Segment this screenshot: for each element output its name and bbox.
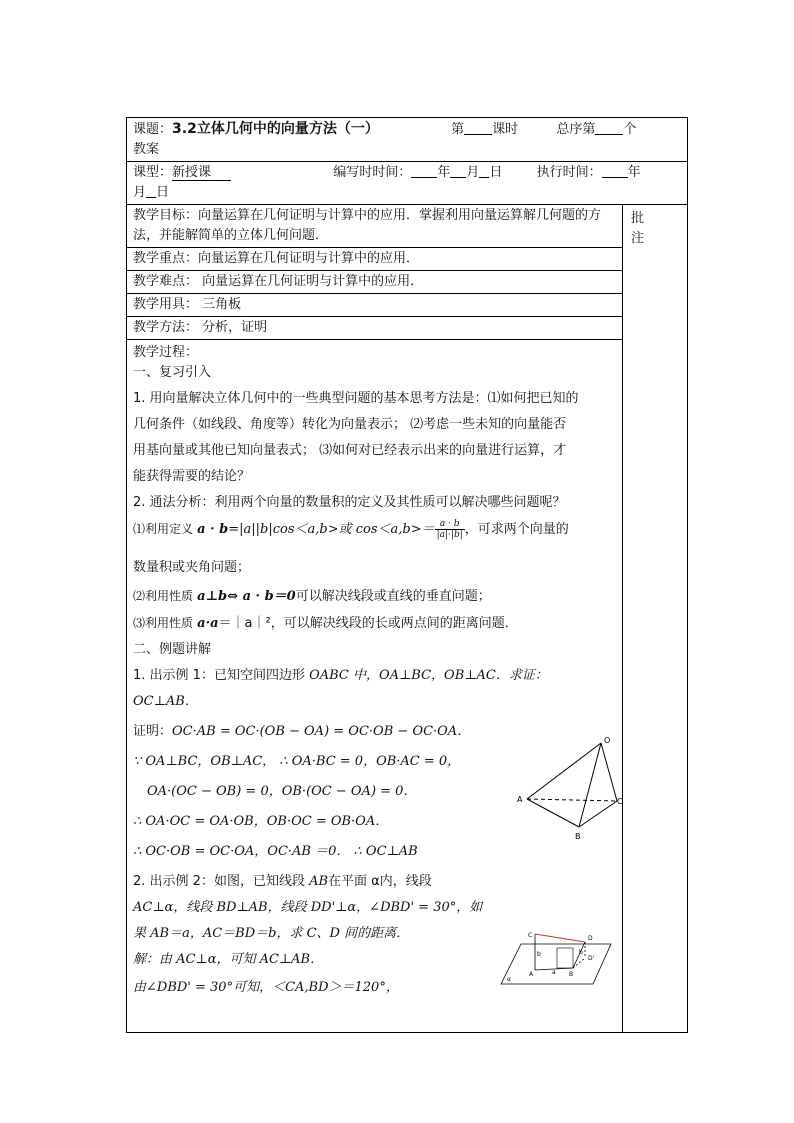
para-4	[133, 586, 616, 607]
title-prefix: 课题：	[133, 122, 173, 137]
example-2	[133, 872, 616, 892]
compile-year-label: 年	[437, 165, 451, 180]
proof-line-4: ∴ OA·OC = OA·OB，OB·OC = OB·OA．	[133, 814, 389, 829]
type-value: 新授课	[172, 165, 231, 181]
teaching-tools: 教学用具： 三角板	[127, 294, 623, 317]
teaching-key: 教学重点：向量运算在几何证明与计算中的应用．	[127, 248, 623, 271]
plan-label: 教案	[133, 142, 160, 157]
example-1-goal: OC⊥AB．	[133, 694, 198, 709]
fig2-label-b1: b	[537, 951, 541, 958]
header-row	[127, 118, 688, 162]
type-label: 课型：	[133, 165, 173, 180]
para-3-tail: ，可求两个向量的	[464, 522, 569, 537]
lesson-plan-table	[126, 117, 688, 1033]
fig1-label-b: B	[575, 832, 581, 841]
para-3-dot: a · b	[197, 522, 229, 537]
fig2-label-a-len: a	[552, 969, 556, 976]
fig2-label-alpha: α	[507, 976, 511, 983]
example-2-segment: AB	[309, 874, 329, 889]
fraction-denominator: |a|·|b|	[436, 530, 463, 540]
solution-2: 由∠DBD' = 30°可知，＜CA,BD＞＝120°，	[133, 980, 399, 995]
example-1-cond: 中，OA⊥BC，OB⊥AC．求证：	[353, 668, 548, 683]
fig2-label-dprime: D'	[588, 955, 595, 962]
fraction-numerator: a · b	[435, 519, 465, 530]
compile-day-label: 日	[489, 165, 503, 180]
plane-figure	[497, 928, 617, 990]
para-3	[133, 519, 616, 540]
para-1c: 用基向量或其他已知向量表式； ⑶如何对已经表示出来的向量进行运算，才	[133, 443, 567, 458]
difficulty-row	[127, 271, 688, 294]
fig2-label-b: B	[569, 971, 574, 978]
proof-step-1: OC·AB = OC·(OB − OA) = OC·OB − OC·OA．	[172, 724, 471, 739]
example-2-cond: AC⊥α，线段 BD⊥AB，线段 DD'⊥α，∠DBD' = 30°，如	[133, 900, 483, 915]
lesson-unit: 课时	[492, 122, 519, 137]
example-2-plane: 在平面 α内，线段	[328, 874, 432, 889]
exec-month-label: 月	[133, 185, 147, 200]
sequence-unit: 个	[623, 122, 637, 137]
teaching-difficulty: 教学难点： 向量运算在几何证明与计算中的应用．	[127, 271, 623, 294]
fig1-label-a: A	[517, 795, 523, 804]
compile-day-blank[interactable]	[479, 163, 489, 178]
para-5-formula: a·a	[197, 616, 219, 631]
example-1-lead: 1. 出示例 1：已知空间四边形	[133, 668, 305, 683]
proof-label: 证明：	[133, 724, 173, 739]
para-1a: 1. 用向量解决立体几何中的一些典型问题的基本思考方法是：⑴如何把已知的	[133, 391, 579, 406]
method-row	[127, 317, 688, 340]
para-1d: 能获得需要的结论？	[133, 469, 251, 484]
exec-year-label: 年	[627, 165, 641, 180]
fig2-label-a: A	[529, 971, 534, 978]
para-4-lead: ⑵利用性质	[133, 589, 194, 603]
meta-row	[127, 162, 688, 205]
goal-row	[127, 205, 688, 248]
para-1b: 几何条件（如线段、角度等）转化为向量表示； ⑵考虑一些未知的向量能否	[133, 417, 567, 432]
fig2-label-c: C	[528, 932, 533, 939]
compile-month-label: 月	[466, 165, 480, 180]
para-3e: 数量积或夹角问题；	[133, 560, 251, 575]
exec-year-blank[interactable]	[602, 163, 628, 178]
para-3-lead: ⑴利用定义	[133, 522, 194, 536]
key-row	[127, 248, 688, 271]
solution-1: 解：由 AC⊥α，可知 AC⊥AB．	[133, 952, 324, 967]
fig1-label-c: C	[617, 797, 623, 806]
exec-day-label: 日	[156, 185, 170, 200]
para-2: 2. 通法分析：利用两个向量的数量积的定义及其性质可以解决哪些问题呢？	[133, 495, 566, 510]
exec-day-blank[interactable]	[146, 183, 156, 198]
para-3-formula: =|a||b|cos＜a,b>或 cos＜a,b>＝	[228, 522, 435, 537]
proof-line-3: OA·(OC − OB) = 0，OB·(OC − OA) = 0．	[147, 784, 417, 799]
annotation-column	[623, 205, 688, 1033]
fig2-label-d: D	[588, 935, 593, 942]
fig1-label-o: O	[604, 736, 611, 745]
para-5	[133, 613, 616, 634]
para-5-tail: ＝｜a｜²，可以解决线段的长或两点间的距离问题．	[218, 616, 518, 631]
proof-line-5: ∴ OC·OB = OC·OA，OC·AB ＝0． ∴ OC⊥AB	[133, 844, 418, 859]
para-5-lead: ⑶利用性质	[133, 616, 194, 630]
example-1	[133, 666, 616, 686]
cos-fraction	[435, 519, 465, 540]
example-2-ask: 果 AB＝a，AC＝BD＝b，求 C、D 间的距离．	[133, 926, 410, 941]
lesson-title: 3.2立体几何中的向量方法（一）	[172, 121, 379, 137]
para-4-tail: 可以解决线段或直线的垂直问题；	[295, 589, 491, 604]
sequence-label: 总序第	[556, 122, 596, 137]
sequence-blank[interactable]	[595, 120, 623, 135]
tools-row	[127, 294, 688, 317]
compile-month-blank[interactable]	[450, 163, 466, 178]
lesson-count-blank[interactable]	[464, 120, 492, 135]
exec-label: 执行时间：	[536, 165, 602, 180]
section-examples: 二、例题讲解	[133, 642, 212, 657]
process-title: 教学过程：	[133, 345, 199, 360]
compile-label: 编写时时间：	[333, 165, 412, 180]
para-4-formula: a⊥b⇔ a · b＝0	[197, 589, 296, 604]
teaching-goal: 教学目标：向量运算在几何证明与计算中的应用．掌握利用向量运算解几何题的方法，并能解简单的立体几何问题．	[127, 205, 623, 248]
teaching-process	[127, 340, 623, 1033]
section-review: 一、复习引入	[133, 365, 212, 380]
annotation-label: 批注	[631, 211, 645, 246]
proof-line-2: ∵ OA⊥BC，OB⊥AC， ∴ OA·BC = 0，OB·AC = 0，	[133, 754, 461, 769]
teaching-method: 教学方法： 分析，证明	[127, 317, 623, 340]
compile-year-blank[interactable]	[411, 163, 437, 178]
example-1-shape: OABC	[309, 668, 349, 683]
process-row	[127, 340, 688, 1033]
fig2-label-b2: b	[579, 949, 583, 956]
lesson-count-label: 第	[451, 122, 465, 137]
example-2-lead: 2. 出示例 2：如图，已知线段	[133, 874, 305, 889]
tetrahedron-figure	[513, 735, 623, 845]
